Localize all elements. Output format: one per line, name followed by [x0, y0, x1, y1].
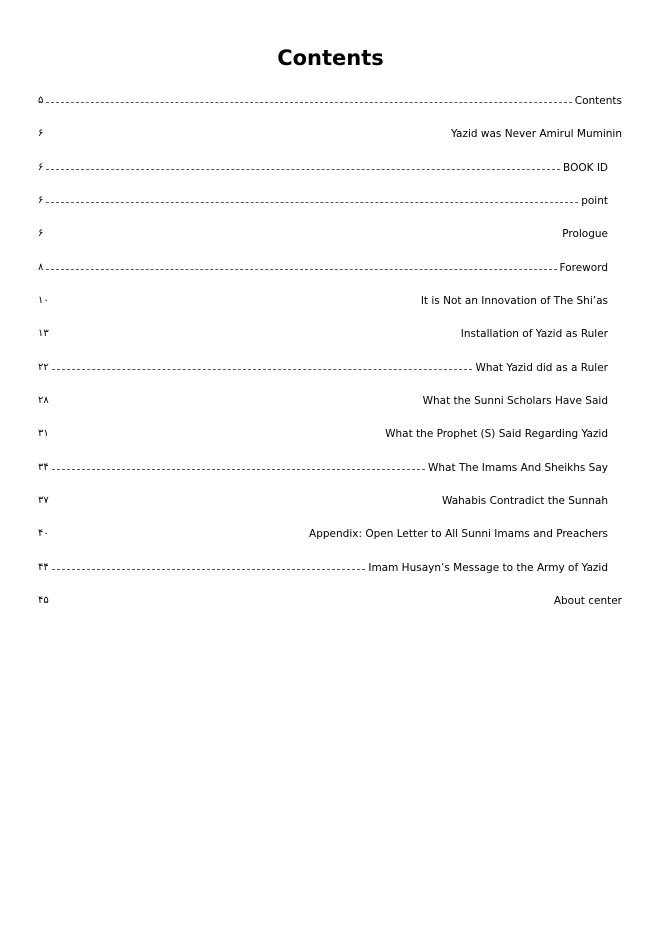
toc-page-number: ۲۲ [38, 362, 49, 373]
toc-dot-leader [52, 469, 425, 470]
toc-row[interactable] [38, 494, 608, 508]
toc-row[interactable] [38, 227, 608, 241]
page-title: Contents [277, 46, 384, 70]
toc-row[interactable] [38, 294, 608, 308]
toc-page-number: ۴۴ [38, 562, 49, 573]
toc-entry-title[interactable]: Prologue [562, 228, 608, 240]
toc-entry-title[interactable]: Yazid was Never Amirul Muminin [451, 128, 622, 140]
toc-entry-title[interactable]: Installation of Yazid as Ruler [460, 328, 608, 340]
toc-entry-title[interactable]: Wahabis Contradict the Sunnah [441, 495, 608, 507]
toc-page-number: ۴۵ [38, 595, 49, 606]
toc-page-number: ۳۴ [38, 462, 49, 473]
toc-dot-leader [46, 169, 560, 170]
toc-entry-title[interactable]: Foreword [559, 262, 608, 274]
toc-entry-title[interactable]: It is Not an Innovation of The Shi’as [420, 295, 608, 307]
toc-page-number: ۶ [38, 195, 44, 206]
toc-row[interactable] [38, 327, 608, 341]
toc-page-number: ۶ [38, 228, 44, 239]
toc-entry-title[interactable]: Contents [574, 95, 622, 107]
toc-page-number: ۱۰ [38, 295, 49, 306]
toc-entry-title[interactable]: What the Prophet (S) Said Regarding Yazid [385, 428, 608, 440]
toc-dot-leader [46, 269, 556, 270]
toc-page-number: ۶ [38, 128, 44, 139]
toc-row[interactable] [38, 394, 608, 408]
toc-page-number: ۲۸ [38, 395, 49, 406]
toc-dot-leader [52, 569, 366, 570]
toc-dot-leader [52, 369, 473, 370]
toc-row[interactable] [38, 461, 608, 475]
toc-page-number: ۱۳ [38, 328, 49, 339]
toc-entry-title[interactable]: Appendix: Open Letter to All Sunni Imams and Preachers [309, 528, 608, 540]
toc-row[interactable] [38, 194, 608, 208]
toc-row[interactable] [38, 361, 608, 375]
toc-row[interactable] [38, 594, 622, 608]
toc-row[interactable] [38, 427, 608, 441]
toc-row[interactable] [38, 261, 608, 275]
toc-entry-title[interactable]: What Yazid did as a Ruler [475, 362, 608, 374]
toc-page-number: ۶ [38, 162, 44, 173]
toc-entry-title[interactable]: What the Sunni Scholars Have Said [422, 395, 608, 407]
toc-page-number: ۳۱ [38, 428, 49, 439]
toc-row[interactable] [38, 561, 608, 575]
toc-dot-leader [46, 202, 578, 203]
toc-row[interactable] [38, 527, 608, 541]
toc-page-number: ۵ [38, 95, 44, 106]
toc-row[interactable] [38, 127, 622, 141]
toc-row[interactable] [38, 94, 622, 108]
toc-entry-title[interactable]: About center [553, 595, 622, 607]
toc-entry-title[interactable]: point [581, 195, 608, 207]
toc-entry-title[interactable]: BOOK ID [563, 162, 608, 174]
toc-page-number: ۳۷ [38, 495, 49, 506]
toc-page-number: ۴۰ [38, 528, 49, 539]
toc-row[interactable] [38, 161, 608, 175]
toc-entry-title[interactable]: Imam Husayn’s Message to the Army of Yazid [368, 562, 608, 574]
toc-page-number: ۸ [38, 262, 44, 273]
toc-dot-leader [46, 102, 571, 103]
toc-entry-title[interactable]: What The Imams And Sheikhs Say [428, 462, 608, 474]
